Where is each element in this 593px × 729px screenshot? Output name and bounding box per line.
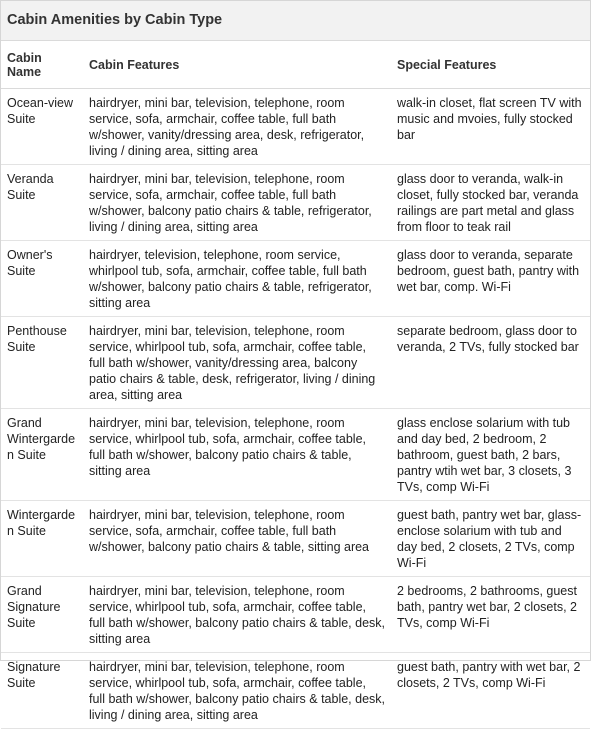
table-row — [1, 501, 590, 577]
cabin-name-cell: Penthouse Suite — [1, 317, 83, 409]
special-features-cell: glass enclose solarium with tub and day bed, 2 bedroom, 2 bathroom, guest bath, 2 bars, pantry wtih wet bar, 3 closets, 3 TVs, comp Wi-Fi — [391, 409, 590, 501]
table-row — [1, 653, 590, 729]
cabin-features-cell: hairdryer, mini bar, television, telephone, room service, whirlpool tub, sofa, armchair, coffee table, full bath w/shower, balcony patio chairs & table, desk, sitting area — [83, 577, 391, 653]
table-caption: Cabin Amenities by Cabin Type — [1, 1, 590, 41]
header-special-features: Special Features — [391, 41, 590, 89]
cabin-name-cell: Grand Wintergarden Suite — [1, 409, 83, 501]
cabin-name-cell: Signature Suite — [1, 653, 83, 729]
special-features-cell: separate bedroom, glass door to veranda, 2 TVs, fully stocked bar — [391, 317, 590, 409]
table-row — [1, 317, 590, 409]
table-header-row — [1, 41, 590, 89]
special-features-cell: walk-in closet, flat screen TV with music and mvoies, fully stocked bar — [391, 89, 590, 165]
table-row — [1, 165, 590, 241]
table-row — [1, 89, 590, 165]
cabin-features-cell: hairdryer, mini bar, television, telephone, room service, whirlpool tub, sofa, armchair, coffee table, full bath w/shower, vanity/dressing area, balcony patio chairs & table, desk, refrigerator, living / dining area, sitting area — [83, 317, 391, 409]
amenities-table — [1, 41, 590, 729]
table-row — [1, 409, 590, 501]
cabin-features-cell: hairdryer, mini bar, television, telephone, room service, whirlpool tub, sofa, armchair, coffee table, full bath w/shower, balcony patio chairs & table, sitting area — [83, 409, 391, 501]
cabin-name-cell: Grand Signature Suite — [1, 577, 83, 653]
cabin-features-cell: hairdryer, mini bar, television, telephone, room service, whirlpool tub, sofa, armchair, coffee table, full bath w/shower, balcony patio chairs & table, desk, living / dining area, sitting area — [83, 653, 391, 729]
cabin-features-cell: hairdryer, mini bar, television, telephone, room service, sofa, armchair, coffee table, full bath w/shower, balcony patio chairs & table, refrigerator, living / dining area, sitting area — [83, 165, 391, 241]
special-features-cell: guest bath, pantry wet bar, glass-enclose solarium with tub and day bed, 2 closets, 2 TVs, comp Wi-Fi — [391, 501, 590, 577]
special-features-cell: glass door to veranda, separate bedroom, guest bath, pantry with wet bar, comp. Wi-Fi — [391, 241, 590, 317]
cabin-features-cell: hairdryer, mini bar, television, telephone, room service, sofa, armchair, coffee table, full bath w/shower, vanity/dressing area, desk, refrigerator, living / dining area, sitting area — [83, 89, 391, 165]
header-cabin-features: Cabin Features — [83, 41, 391, 89]
special-features-cell: 2 bedrooms, 2 bathrooms, guest bath, pantry wet bar, 2 closets, 2 TVs, comp Wi-Fi — [391, 577, 590, 653]
special-features-cell: guest bath, pantry with wet bar, 2 closets, 2 TVs, comp Wi-Fi — [391, 653, 590, 729]
table-row — [1, 577, 590, 653]
cabin-name-cell: Ocean-view Suite — [1, 89, 83, 165]
header-cabin-name: Cabin Name — [1, 41, 83, 89]
cabin-name-cell: Veranda Suite — [1, 165, 83, 241]
cabin-name-cell: Wintergarden Suite — [1, 501, 83, 577]
cabin-features-cell: hairdryer, television, telephone, room service, whirlpool tub, sofa, armchair, coffee table, full bath w/shower, balcony patio chairs & table, refrigerator, sitting area — [83, 241, 391, 317]
cabin-features-cell: hairdryer, mini bar, television, telephone, room service, sofa, armchair, coffee table, full bath w/shower, balcony patio chairs & table, sitting area — [83, 501, 391, 577]
cabin-name-cell: Owner's Suite — [1, 241, 83, 317]
table-row — [1, 241, 590, 317]
special-features-cell: glass door to veranda, walk-in closet, fully stocked bar, veranda railings are part metal and glass from floor to teak rail — [391, 165, 590, 241]
